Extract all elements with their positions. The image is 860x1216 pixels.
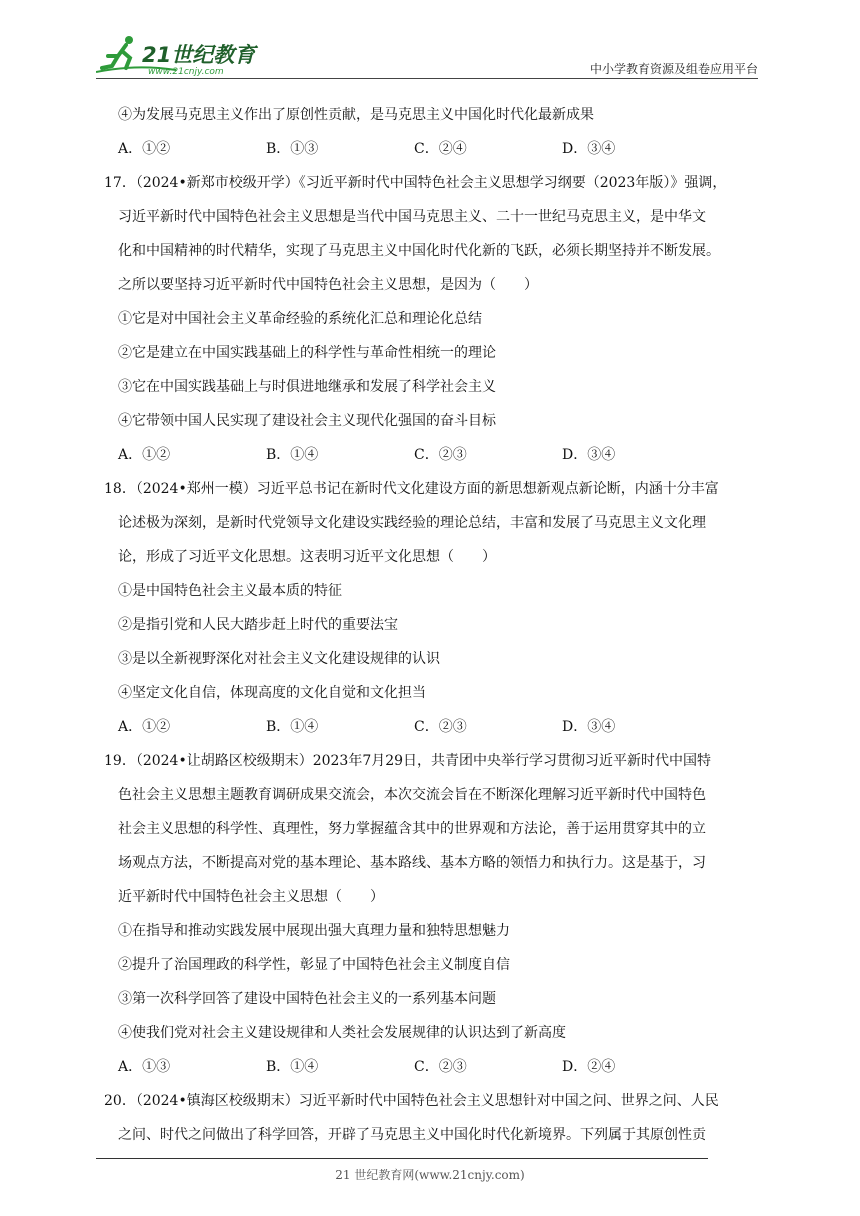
question-content: [104, 98, 768, 1152]
question-stem-line: 之所以要坚持习近平新时代中国特色社会主义思想，是因为（ ）: [118, 277, 538, 293]
statement-1: ①在指导和推动实践发展中展现出强大真理力量和独特思想魅力: [118, 923, 510, 939]
question-stem-line: 论，形成了习近平文化思想。这表明习近平文化思想（ ）: [118, 549, 496, 565]
option-c: C．②③: [414, 719, 467, 735]
statement-3: ③是以全新视野深化对社会主义文化建设规律的认识: [118, 651, 440, 667]
prev-options: [118, 132, 768, 166]
option-d: D．②④: [562, 1059, 616, 1075]
question-stem-line: 场观点方法，不断提高对党的基本理论、基本路线、基本方略的领悟力和执行力。这是基于，习: [118, 855, 706, 871]
statement-2: ②是指引党和人民大踏步赶上时代的重要法宝: [118, 617, 398, 633]
option-b: B．①④: [266, 447, 319, 463]
question-stem-line: 近平新时代中国特色社会主义思想（ ）: [118, 889, 384, 905]
option-a: A．①③: [118, 1059, 171, 1075]
page-footer: 21 世纪教育网(www.21cnjy.com): [335, 1168, 525, 1182]
option-a: A．①②: [118, 447, 171, 463]
statement-2: ②提升了治国理政的科学性，彰显了中国特色社会主义制度自信: [118, 957, 510, 973]
option-c: C．②③: [414, 1059, 467, 1075]
prev-item-4: ④为发展马克思主义作出了原创性贡献，是马克思主义中国化时代化最新成果: [118, 107, 594, 123]
header-divider: [96, 78, 758, 79]
question-17: [104, 166, 768, 472]
option-a: A．①②: [118, 719, 171, 735]
statement-4: ④使我们党对社会主义建设规律和人类社会发展规律的认识达到了新高度: [118, 1025, 566, 1041]
options-row: [118, 710, 768, 744]
question-stem-line: 17．（2024•新郑市校级开学）《习近平新时代中国特色社会主义思想学习纲要（2023年版）》强调，: [104, 175, 727, 191]
statement-2: ②它是建立在中国实践基础上的科学性与革命性相统一的理论: [118, 345, 496, 361]
logo-url: www.21cnjy.com: [148, 67, 224, 77]
option-a: A．①②: [118, 141, 171, 157]
option-c: C．②③: [414, 447, 467, 463]
logo-21cnjy: [96, 34, 276, 78]
question-stem-line: 习近平新时代中国特色社会主义思想是当代中国马克思主义、二十一世纪马克思主义，是中华文: [118, 209, 706, 225]
options-row: [118, 438, 768, 472]
option-d: D．③④: [562, 141, 616, 157]
option-d: D．③④: [562, 447, 616, 463]
question-stem-line: 18．（2024•郑州一模）习近平总书记在新时代文化建设方面的新思想新观点新论断，内涵十分丰富: [104, 481, 719, 497]
question-stem-line: 色社会主义思想主题教育调研成果交流会，本次交流会旨在不断深化理解习近平新时代中国特色: [118, 787, 706, 803]
statement-1: ①它是对中国社会主义革命经验的系统化汇总和理论化总结: [118, 311, 482, 327]
question-19: [104, 744, 768, 1084]
option-c: C．②④: [414, 141, 467, 157]
page-header: [96, 34, 758, 82]
question-stem-line: 19．（2024•让胡路区校级期末）2023年7月29日，共青团中央举行学习贯彻习近平新时代中国特: [104, 753, 712, 769]
option-b: B．①④: [266, 719, 319, 735]
statement-4: ④它带领中国人民实现了建设社会主义现代化强国的奋斗目标: [118, 413, 496, 429]
question-20: [104, 1084, 768, 1152]
statement-3: ③它在中国实践基础上与时俱进地继承和发展了科学社会主义: [118, 379, 496, 395]
question-18: [104, 472, 768, 744]
option-b: B．①③: [266, 141, 319, 157]
question-stem-line: 之问、时代之问做出了科学回答，开辟了马克思主义中国化时代化新境界。下列属于其原创性贡: [118, 1127, 706, 1143]
question-stem-line: 社会主义思想的科学性、真理性，努力掌握蕴含其中的世界观和方法论，善于运用贯穿其中的立: [118, 821, 706, 837]
option-b: B．①④: [266, 1059, 319, 1075]
question-stem-line: 20．（2024•镇海区校级期末）习近平新时代中国特色社会主义思想针对中国之问、世界之问、人民: [104, 1093, 719, 1109]
options-row: [118, 1050, 768, 1084]
platform-title: 中小学教育资源及组卷应用平台: [589, 62, 758, 76]
question-stem-line: 论述极为深刻，是新时代党领导文化建设实践经验的理论总结，丰富和发展了马克思主义文化理: [118, 515, 706, 531]
statement-4: ④坚定文化自信，体现高度的文化自觉和文化担当: [118, 685, 426, 701]
option-d: D．③④: [562, 719, 616, 735]
logo-text: 21世纪教育: [142, 43, 256, 67]
statement-3: ③第一次科学回答了建设中国特色社会主义的一系列基本问题: [118, 991, 496, 1007]
question-stem-line: 化和中国精神的时代精华，实现了马克思主义中国化时代化新的飞跃，必须长期坚持并不断发展。: [118, 243, 720, 259]
footer-divider: [96, 1158, 708, 1159]
statement-1: ①是中国特色社会主义最本质的特征: [118, 583, 342, 599]
